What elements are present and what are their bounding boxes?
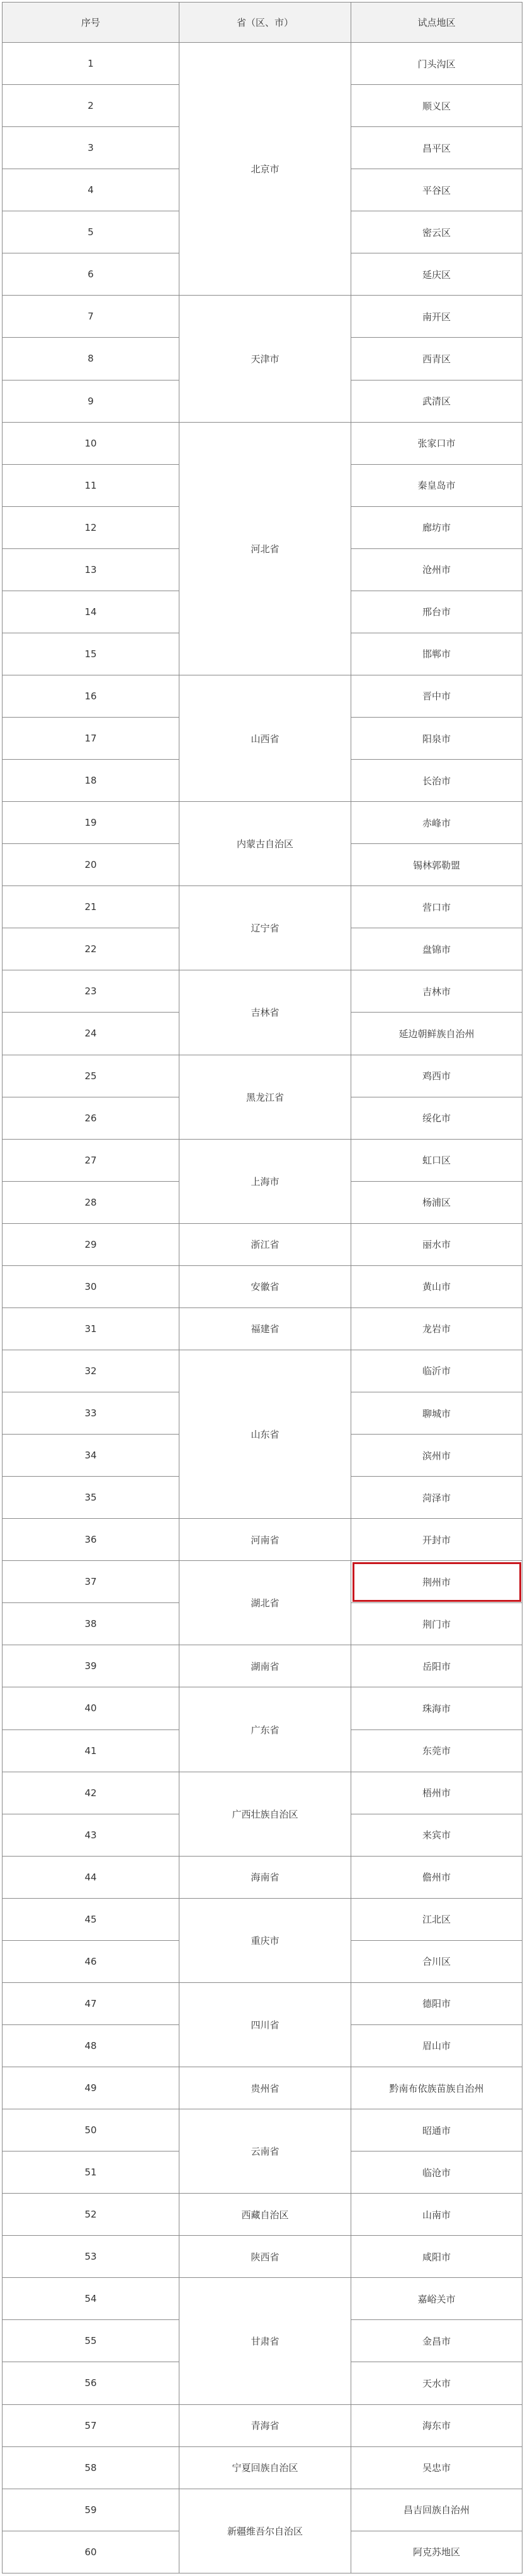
- pilot-area-cell: 平谷区: [351, 169, 522, 211]
- pilot-area-cell: 龙岩市: [351, 1307, 522, 1350]
- pilot-area-cell: 临沧市: [351, 2151, 522, 2194]
- province-cell: 湖北省: [179, 1561, 351, 1645]
- row-index: 39: [3, 1645, 179, 1687]
- pilot-area-cell: 秦皇岛市: [351, 464, 522, 506]
- pilot-area-cell: 山南市: [351, 2194, 522, 2236]
- row-index: 56: [3, 2362, 179, 2404]
- pilot-area-cell: 锡林郭勒盟: [351, 844, 522, 886]
- row-index: 58: [3, 2446, 179, 2489]
- table-row: [3, 1898, 522, 1940]
- row-index: 24: [3, 1013, 179, 1055]
- table-row: [3, 2194, 522, 2236]
- row-index: 57: [3, 2404, 179, 2446]
- province-cell: 新疆维吾尔自治区: [179, 2489, 351, 2573]
- pilot-area-cell: 邢台市: [351, 591, 522, 633]
- row-index: 6: [3, 253, 179, 296]
- province-cell: 海南省: [179, 1856, 351, 1898]
- province-cell: 四川省: [179, 1982, 351, 2067]
- pilot-areas-table: [2, 2, 522, 2573]
- table-row: [3, 1645, 522, 1687]
- row-index: 35: [3, 1477, 179, 1519]
- pilot-area-cell: 咸阳市: [351, 2236, 522, 2278]
- pilot-area-cell: 儋州市: [351, 1856, 522, 1898]
- province-cell: 辽宁省: [179, 886, 351, 970]
- row-index: 51: [3, 2151, 179, 2194]
- table-row: [3, 1223, 522, 1265]
- row-index: 22: [3, 928, 179, 970]
- row-index: 15: [3, 633, 179, 675]
- province-cell: 河北省: [179, 422, 351, 675]
- table-row: [3, 2278, 522, 2320]
- row-index: 13: [3, 548, 179, 591]
- pilot-area-cell: 聊城市: [351, 1392, 522, 1435]
- pilot-area-cell: 沧州市: [351, 548, 522, 591]
- pilot-area-cell: 德阳市: [351, 1982, 522, 2024]
- province-cell: 内蒙古自治区: [179, 802, 351, 886]
- pilot-area-cell: 昌吉回族自治州: [351, 2489, 522, 2531]
- row-index: 49: [3, 2067, 179, 2109]
- province-cell: 福建省: [179, 1307, 351, 1350]
- pilot-area-cell: 黔南布依族苗族自治州: [351, 2067, 522, 2109]
- table-row: [3, 1307, 522, 1350]
- pilot-area-cell: 长治市: [351, 760, 522, 802]
- pilot-area-cell: 昌平区: [351, 127, 522, 169]
- table-row: [3, 296, 522, 338]
- row-index: 1: [3, 43, 179, 85]
- province-cell: 陕西省: [179, 2236, 351, 2278]
- table-row: [3, 2446, 522, 2489]
- row-index: 42: [3, 1772, 179, 1814]
- row-index: 12: [3, 506, 179, 548]
- header-row: [3, 3, 522, 43]
- pilot-area-cell: 杨浦区: [351, 1181, 522, 1223]
- row-index: 7: [3, 296, 179, 338]
- row-index: 23: [3, 970, 179, 1013]
- row-index: 11: [3, 464, 179, 506]
- pilot-area-cell: 密云区: [351, 211, 522, 253]
- row-index: 18: [3, 760, 179, 802]
- pilot-area-cell: 金昌市: [351, 2320, 522, 2362]
- pilot-area-cell: 嘉峪关市: [351, 2278, 522, 2320]
- row-index: 40: [3, 1687, 179, 1729]
- table-row: [3, 1772, 522, 1814]
- pilot-area-cell: 荆门市: [351, 1603, 522, 1645]
- pilot-area-cell: 鸡西市: [351, 1055, 522, 1097]
- pilot-area-cell: 顺义区: [351, 85, 522, 127]
- row-index: 37: [3, 1561, 179, 1603]
- row-index: 38: [3, 1603, 179, 1645]
- table-row: [3, 2109, 522, 2151]
- province-cell: 广西壮族自治区: [179, 1772, 351, 1856]
- row-index: 10: [3, 422, 179, 464]
- province-cell: 贵州省: [179, 2067, 351, 2109]
- table-row: [3, 1055, 522, 1097]
- province-cell: 河南省: [179, 1519, 351, 1561]
- province-cell: 上海市: [179, 1139, 351, 1223]
- table-row: [3, 2067, 522, 2109]
- row-index: 33: [3, 1392, 179, 1435]
- province-cell: 青海省: [179, 2404, 351, 2446]
- pilot-area-cell: 张家口市: [351, 422, 522, 464]
- pilot-area-cell-highlighted: 荆州市: [351, 1561, 522, 1603]
- row-index: 25: [3, 1055, 179, 1097]
- row-index: 41: [3, 1729, 179, 1772]
- pilot-area-cell: 开封市: [351, 1519, 522, 1561]
- province-cell: 西藏自治区: [179, 2194, 351, 2236]
- province-cell: 山西省: [179, 675, 351, 801]
- pilot-area-cell: 合川区: [351, 1940, 522, 1982]
- table-row: [3, 802, 522, 844]
- pilot-area-cell: 营口市: [351, 886, 522, 928]
- row-index: 9: [3, 380, 179, 422]
- pilot-area-cell: 来宾市: [351, 1814, 522, 1856]
- row-index: 2: [3, 85, 179, 127]
- row-index: 17: [3, 718, 179, 760]
- pilot-area-cell: 盘锦市: [351, 928, 522, 970]
- province-cell: 北京市: [179, 43, 351, 296]
- pilot-area-cell: 西青区: [351, 338, 522, 380]
- pilot-area-cell: 南开区: [351, 296, 522, 338]
- table-row: [3, 886, 522, 928]
- row-index: 26: [3, 1097, 179, 1139]
- row-index: 29: [3, 1223, 179, 1265]
- pilot-area-cell: 黄山市: [351, 1265, 522, 1307]
- row-index: 31: [3, 1307, 179, 1350]
- province-cell: 宁夏回族自治区: [179, 2446, 351, 2489]
- row-index: 47: [3, 1982, 179, 2024]
- row-index: 55: [3, 2320, 179, 2362]
- pilot-area-cell: 昭通市: [351, 2109, 522, 2151]
- row-index: 50: [3, 2109, 179, 2151]
- row-index: 45: [3, 1898, 179, 1940]
- table-row: [3, 2489, 522, 2531]
- table-row: [3, 1265, 522, 1307]
- pilot-area-cell: 丽水市: [351, 1223, 522, 1265]
- province-cell: 天津市: [179, 296, 351, 422]
- pilot-area-cell: 门头沟区: [351, 43, 522, 85]
- row-index: 32: [3, 1350, 179, 1392]
- pilot-area-cell: 绥化市: [351, 1097, 522, 1139]
- table-row: [3, 1856, 522, 1898]
- pilot-area-cell: 东莞市: [351, 1729, 522, 1772]
- pilot-area-cell: 邯郸市: [351, 633, 522, 675]
- table-body: [3, 43, 522, 2573]
- pilot-area-cell: 赤峰市: [351, 802, 522, 844]
- row-index: 44: [3, 1856, 179, 1898]
- pilot-area-cell: 阿克苏地区: [351, 2531, 522, 2573]
- row-index: 46: [3, 1940, 179, 1982]
- table-row: [3, 1139, 522, 1181]
- header-pilot-area: 试点地区: [351, 3, 522, 43]
- header-index: 序号: [3, 3, 179, 43]
- row-index: 28: [3, 1181, 179, 1223]
- row-index: 60: [3, 2531, 179, 2573]
- pilot-area-cell: 滨州市: [351, 1435, 522, 1477]
- pilot-area-cell: 海东市: [351, 2404, 522, 2446]
- row-index: 19: [3, 802, 179, 844]
- row-index: 48: [3, 2024, 179, 2067]
- province-cell: 甘肃省: [179, 2278, 351, 2404]
- table-row: [3, 970, 522, 1013]
- header-province: 省（区、市）: [179, 3, 351, 43]
- row-index: 34: [3, 1435, 179, 1477]
- province-cell: 湖南省: [179, 1645, 351, 1687]
- table-row: [3, 1561, 522, 1603]
- table-row: [3, 422, 522, 464]
- province-cell: 安徽省: [179, 1265, 351, 1307]
- table-row: [3, 2404, 522, 2446]
- province-cell: 黑龙江省: [179, 1055, 351, 1139]
- pilot-area-cell: 珠海市: [351, 1687, 522, 1729]
- pilot-area-cell: 临沂市: [351, 1350, 522, 1392]
- row-index: 27: [3, 1139, 179, 1181]
- table-row: [3, 1687, 522, 1729]
- row-index: 21: [3, 886, 179, 928]
- pilot-area-cell: 晋中市: [351, 675, 522, 717]
- pilot-area-cell: 江北区: [351, 1898, 522, 1940]
- pilot-area-cell: 延庆区: [351, 253, 522, 296]
- row-index: 3: [3, 127, 179, 169]
- row-index: 30: [3, 1265, 179, 1307]
- table-row: [3, 1350, 522, 1392]
- table-row: [3, 43, 522, 85]
- row-index: 54: [3, 2278, 179, 2320]
- province-cell: 云南省: [179, 2109, 351, 2194]
- pilot-area-cell: 虹口区: [351, 1139, 522, 1181]
- pilot-area-cell: 吴忠市: [351, 2446, 522, 2489]
- table-row: [3, 1982, 522, 2024]
- table-row: [3, 1519, 522, 1561]
- row-index: 52: [3, 2194, 179, 2236]
- province-cell: 浙江省: [179, 1223, 351, 1265]
- row-index: 20: [3, 844, 179, 886]
- pilot-area-cell: 吉林市: [351, 970, 522, 1013]
- row-index: 4: [3, 169, 179, 211]
- province-cell: 吉林省: [179, 970, 351, 1055]
- table-header: [3, 3, 522, 43]
- province-cell: 广东省: [179, 1687, 351, 1772]
- pilot-area-cell: 岳阳市: [351, 1645, 522, 1687]
- row-index: 43: [3, 1814, 179, 1856]
- row-index: 8: [3, 338, 179, 380]
- row-index: 53: [3, 2236, 179, 2278]
- row-index: 59: [3, 2489, 179, 2531]
- pilot-area-cell: 天水市: [351, 2362, 522, 2404]
- pilot-area-cell: 廊坊市: [351, 506, 522, 548]
- pilot-area-cell: 菏泽市: [351, 1477, 522, 1519]
- pilot-area-cell: 梧州市: [351, 1772, 522, 1814]
- province-cell: 山东省: [179, 1350, 351, 1518]
- pilot-area-cell: 武清区: [351, 380, 522, 422]
- province-cell: 重庆市: [179, 1898, 351, 1982]
- table-row: [3, 675, 522, 717]
- row-index: 36: [3, 1519, 179, 1561]
- pilot-area-cell: 眉山市: [351, 2024, 522, 2067]
- row-index: 14: [3, 591, 179, 633]
- pilot-area-cell: 延边朝鲜族自治州: [351, 1013, 522, 1055]
- table-row: [3, 2236, 522, 2278]
- row-index: 16: [3, 675, 179, 717]
- pilot-area-cell: 阳泉市: [351, 718, 522, 760]
- row-index: 5: [3, 211, 179, 253]
